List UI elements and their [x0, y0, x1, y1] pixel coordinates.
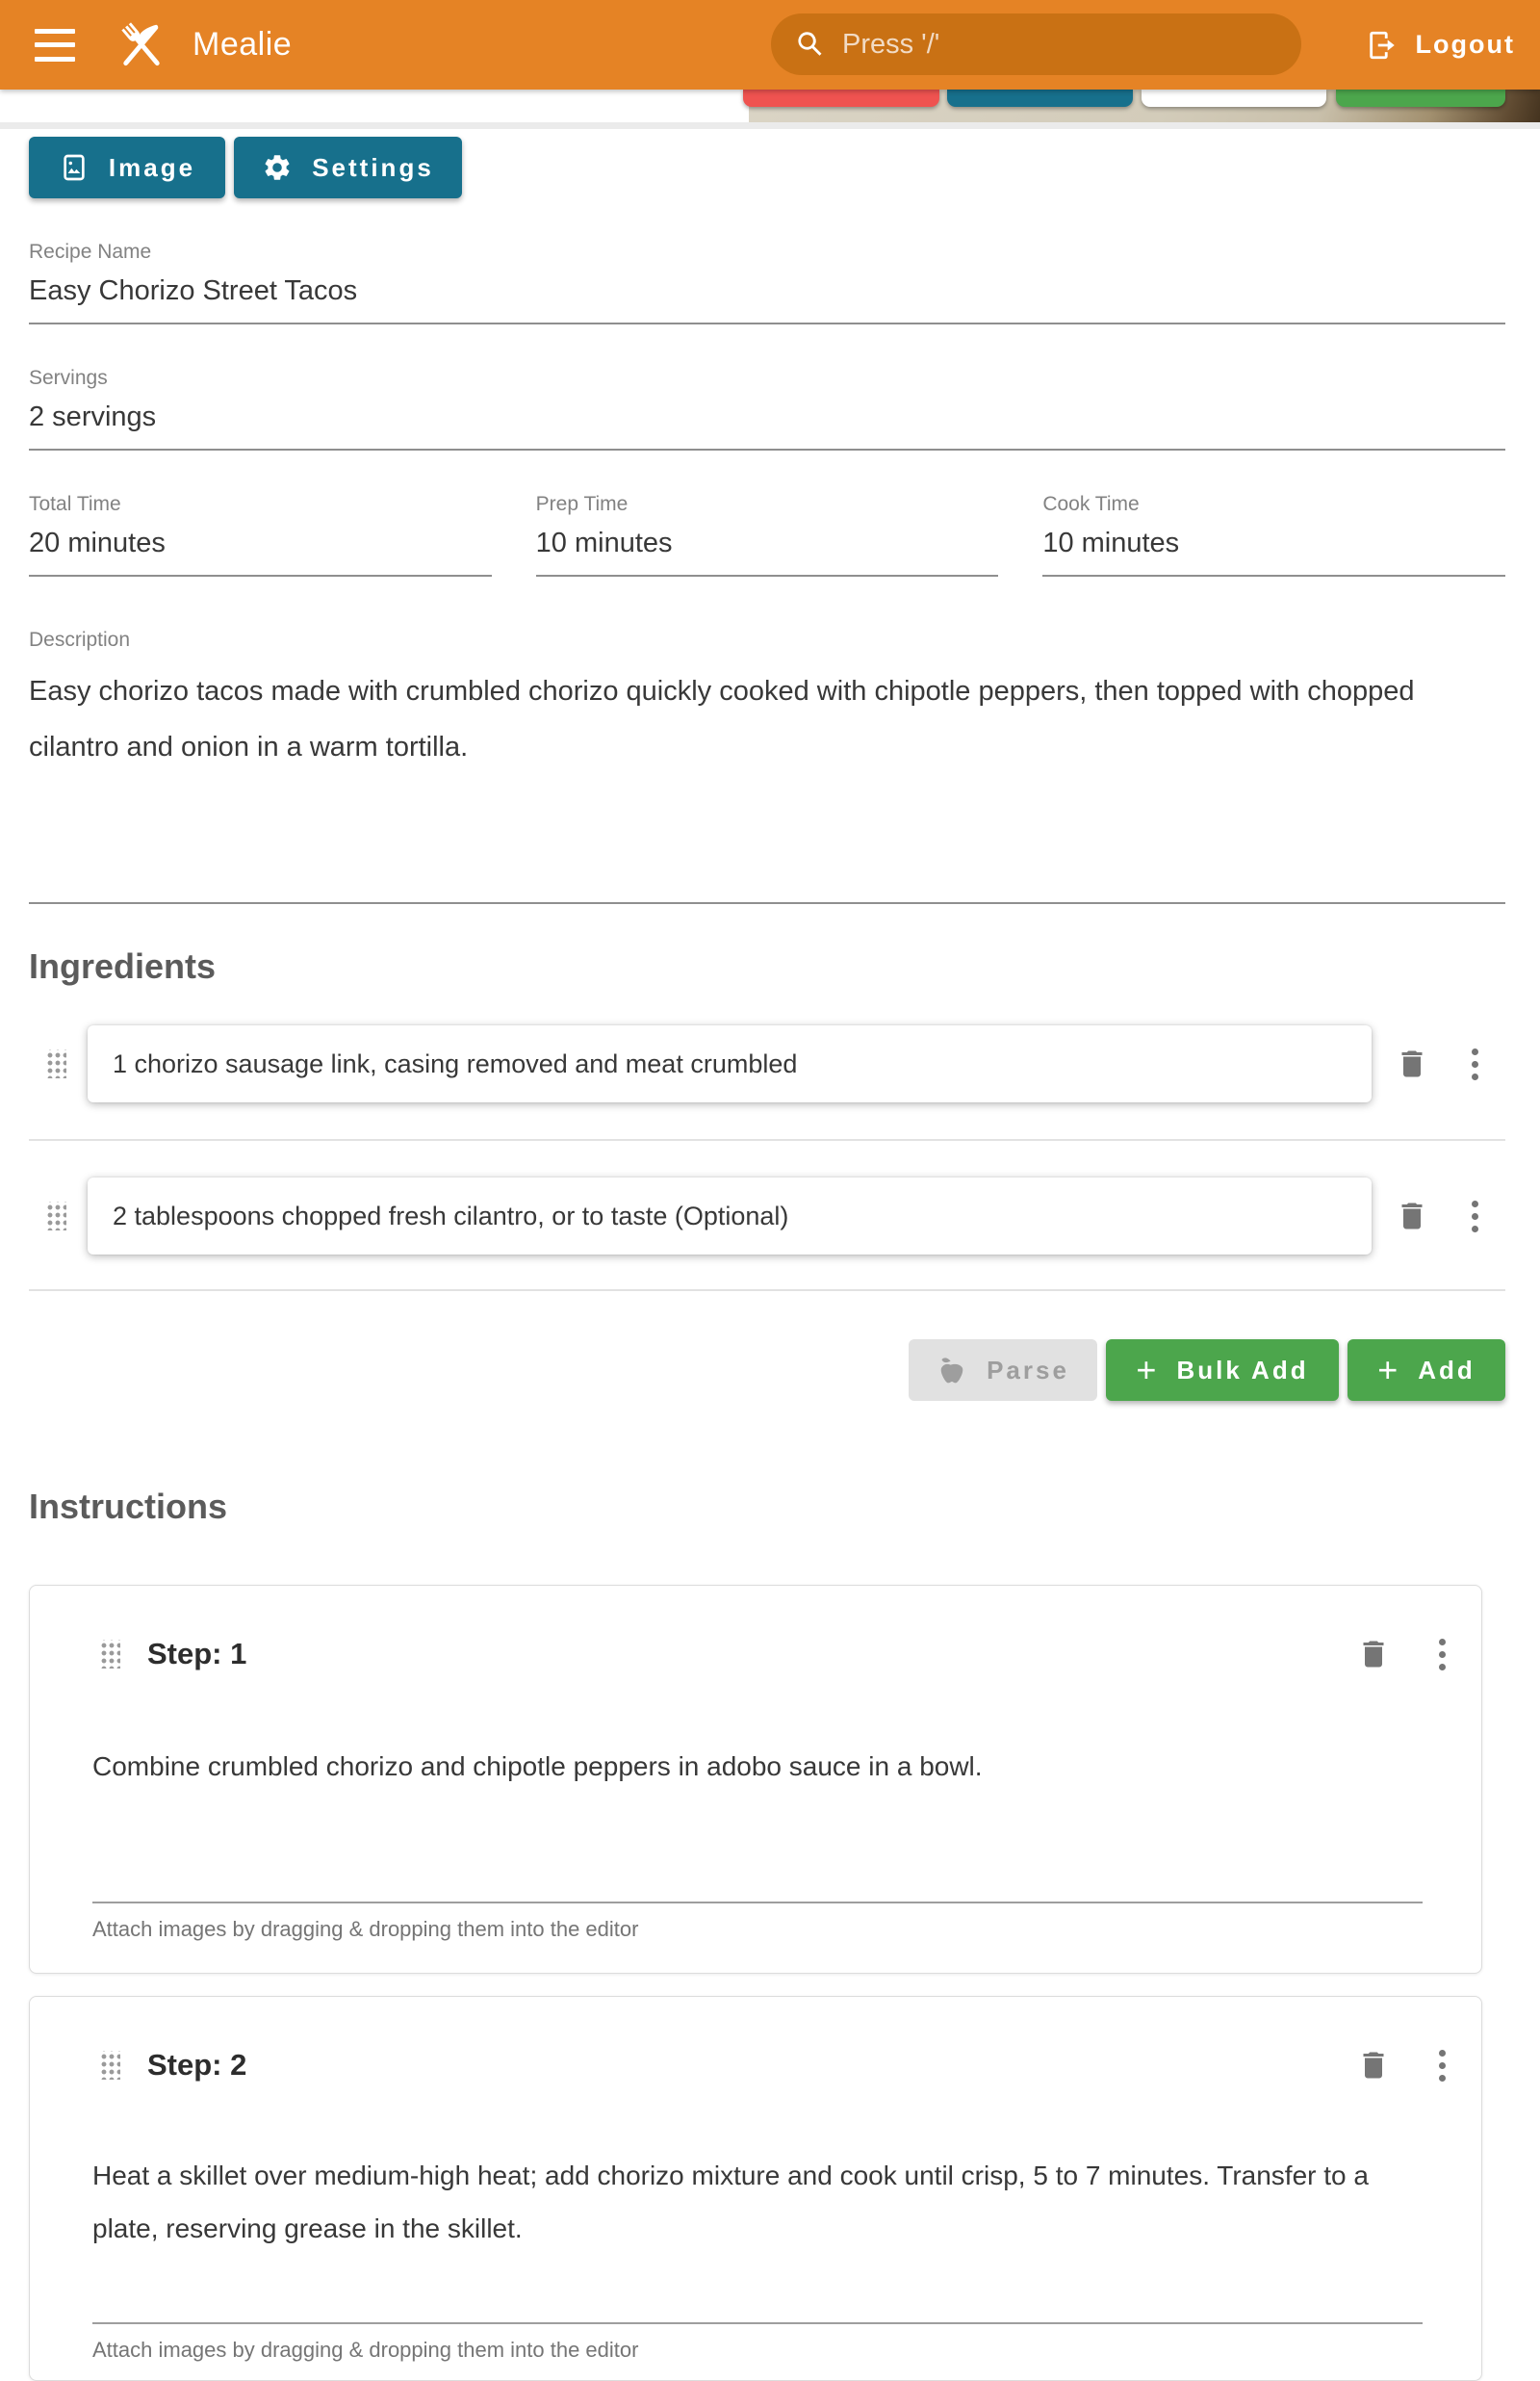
step-menu-button[interactable]: [1437, 2050, 1447, 2082]
attach-images-hint: Attach images by dragging & dropping them into the editor: [92, 2338, 639, 2362]
editor-content: [0, 137, 1540, 2381]
instruction-step-card: [29, 1585, 1482, 1974]
step-title: Step: 1: [147, 1637, 247, 1670]
header-action-button-teal[interactable]: [947, 90, 1133, 107]
add-button[interactable]: [1348, 1339, 1505, 1401]
editor-divider: [92, 1902, 1423, 1903]
ingredient-row: [29, 1025, 1505, 1102]
instructions-title: Instructions: [29, 1487, 228, 1526]
image-icon: [59, 152, 90, 183]
plus-icon: +: [1136, 1350, 1160, 1389]
prep-time-label: Prep Time: [535, 493, 629, 515]
gear-icon: [262, 152, 293, 183]
ingredient-row: [29, 1178, 1505, 1255]
search-bar[interactable]: [771, 13, 1301, 75]
description-field[interactable]: [29, 629, 1505, 904]
ingredient-input[interactable]: [88, 1178, 1372, 1255]
step-editor[interactable]: [70, 1686, 1447, 1902]
step-editor[interactable]: [70, 2097, 1447, 2322]
app-bar: [0, 0, 1540, 90]
recipe-name-field[interactable]: [29, 241, 1505, 324]
servings-label: Servings: [29, 367, 108, 389]
instruction-step-card: [29, 1996, 1482, 2381]
time-fields-row: [29, 451, 1505, 577]
mealie-logo-icon: [112, 15, 171, 75]
parse-button[interactable]: [909, 1339, 1097, 1401]
total-time-value[interactable]: 20 minutes: [29, 528, 166, 558]
parse-button-label: Parse: [987, 1355, 1069, 1385]
servings-field[interactable]: [29, 367, 1505, 451]
total-time-field[interactable]: [29, 493, 492, 577]
header-action-button-white[interactable]: [1142, 90, 1326, 107]
trash-icon: [1395, 1199, 1429, 1233]
header-action-button-green[interactable]: [1336, 90, 1505, 107]
editor-divider: [92, 2322, 1423, 2324]
cook-time-value[interactable]: 10 minutes: [1042, 528, 1180, 558]
strip-divider: [0, 122, 1540, 129]
total-time-label: Total Time: [29, 493, 121, 515]
trash-icon: [1395, 1047, 1429, 1081]
recipe-name-label: Recipe Name: [29, 241, 152, 263]
ingredient-text: 1 chorizo sausage link, casing removed and meat crumbled: [113, 1048, 798, 1078]
prep-time-field[interactable]: [536, 493, 999, 577]
delete-ingredient-button[interactable]: [1395, 1199, 1429, 1233]
cook-time-label: Cook Time: [1042, 493, 1140, 515]
menu-icon[interactable]: [35, 29, 75, 62]
settings-button[interactable]: [234, 137, 462, 198]
ingredients-title: Ingredients: [29, 946, 217, 986]
ingredient-actions: [29, 1339, 1505, 1401]
description-value[interactable]: Easy chorizo tacos made with crumbled chorizo quickly cooked with chipotle peppers, then topped with chopped cilantro and onion in a warm tortilla.: [29, 676, 1415, 763]
attach-images-hint: Attach images by dragging & dropping them into the editor: [92, 1917, 639, 1941]
step-text[interactable]: Combine crumbled chorizo and chipotle peppers in adobo sauce in a bowl.: [92, 1751, 983, 1781]
step-menu-button[interactable]: [1437, 1639, 1447, 1670]
ingredient-divider: [29, 1289, 1505, 1291]
delete-step-button[interactable]: [1356, 2048, 1391, 2083]
recipe-header-strip: [0, 90, 1540, 129]
settings-button-label: Settings: [312, 152, 434, 182]
plus-icon: +: [1377, 1350, 1401, 1389]
logout-button[interactable]: [1366, 0, 1515, 90]
ingredient-menu-button[interactable]: [1470, 1048, 1479, 1080]
ingredient-menu-button[interactable]: [1470, 1201, 1479, 1232]
apple-icon: [937, 1355, 967, 1385]
ingredient-input[interactable]: [88, 1025, 1372, 1102]
image-button[interactable]: [29, 137, 225, 198]
prep-time-underline: [536, 575, 999, 577]
description-underline: [29, 902, 1505, 904]
header-action-button-red[interactable]: [743, 90, 939, 107]
delete-ingredient-button[interactable]: [1395, 1047, 1429, 1081]
add-button-label: Add: [1418, 1355, 1476, 1385]
cook-time-field[interactable]: [1042, 493, 1505, 577]
bulk-add-button-label: Bulk Add: [1176, 1355, 1309, 1385]
ingredient-divider: [29, 1139, 1505, 1141]
prep-time-value[interactable]: 10 minutes: [535, 528, 673, 558]
description-label: Description: [29, 629, 131, 651]
drag-handle-icon[interactable]: [45, 1049, 66, 1078]
recipe-name-underline: [29, 323, 1505, 324]
total-time-underline: [29, 575, 492, 577]
logout-icon: [1366, 29, 1399, 62]
bulk-add-button[interactable]: [1106, 1339, 1339, 1401]
step-header: [70, 2033, 1447, 2097]
drag-handle-icon[interactable]: [99, 1640, 120, 1669]
step-header: [70, 1622, 1447, 1686]
step-title: Step: 2: [147, 2048, 247, 2082]
drag-handle-icon[interactable]: [45, 1202, 66, 1230]
ingredient-text: 2 tablespoons chopped fresh cilantro, or to taste (Optional): [113, 1201, 789, 1230]
trash-icon: [1356, 2048, 1391, 2083]
step-text[interactable]: Heat a skillet over medium-high heat; add chorizo mixture and cook until crisp, 5 to 7 minutes. Transfer to a plate, reserving grease in the skillet.: [92, 2161, 1369, 2243]
search-input[interactable]: [842, 29, 1278, 61]
recipe-name-value[interactable]: Easy Chorizo Street Tacos: [29, 275, 358, 306]
servings-value[interactable]: 2 servings: [29, 401, 157, 432]
trash-icon: [1356, 1637, 1391, 1671]
app-title: Mealie: [192, 26, 293, 63]
cook-time-underline: [1042, 575, 1505, 577]
description-empty-space: [29, 775, 1505, 887]
search-icon: [794, 28, 827, 61]
drag-handle-icon[interactable]: [99, 2051, 120, 2080]
editor-toolbar: [29, 137, 1505, 198]
image-button-label: Image: [108, 152, 196, 182]
logout-label: Logout: [1415, 30, 1515, 59]
delete-step-button[interactable]: [1356, 1637, 1391, 1671]
